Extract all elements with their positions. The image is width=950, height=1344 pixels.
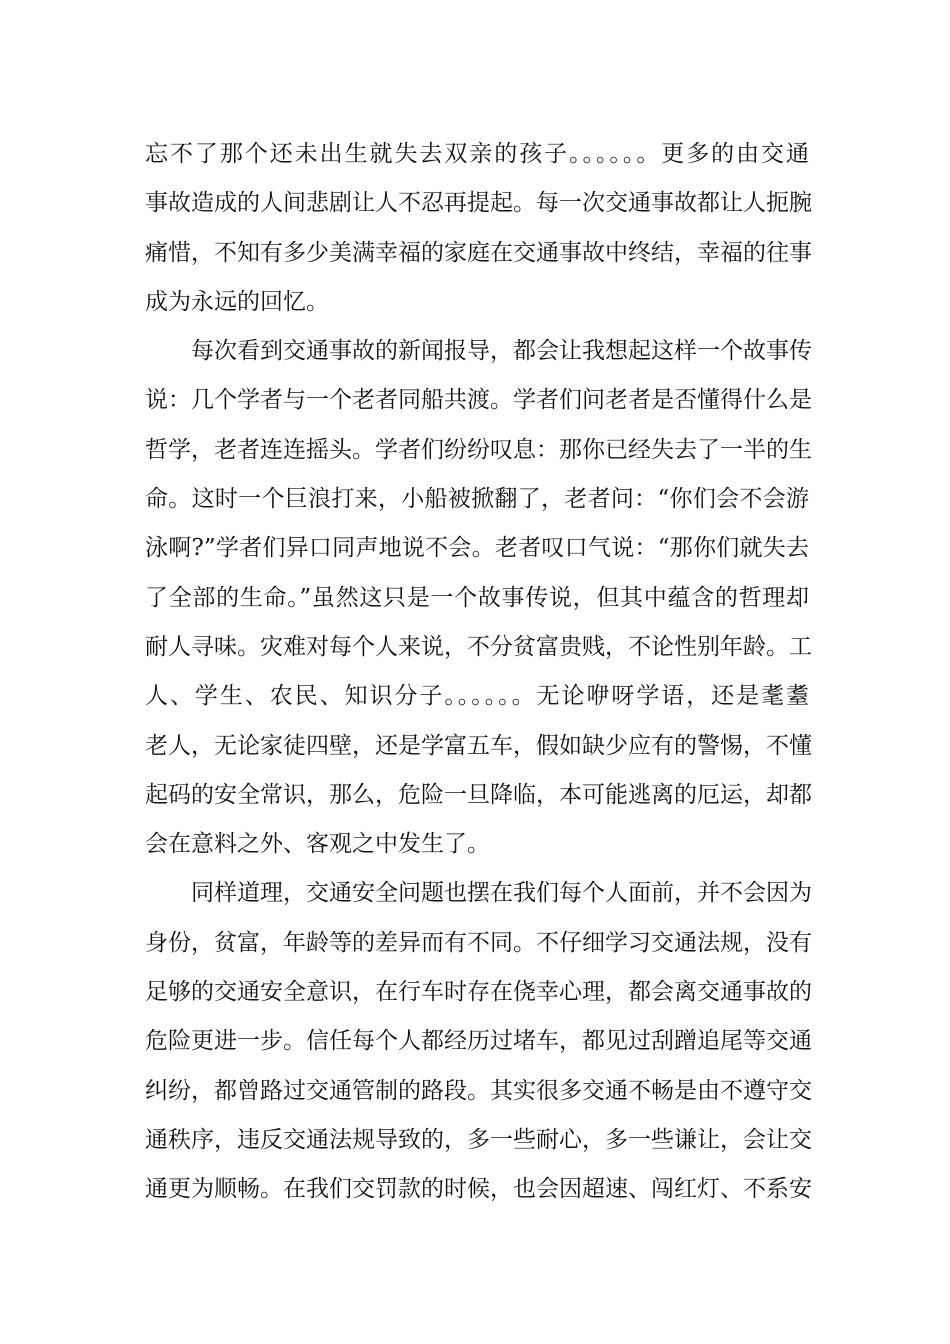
text-line: 起码的安全常识，那么，危险一旦降临，本可能逃离的厄运，却都	[145, 781, 812, 808]
text-line: 危险更进一步。信任每个人都经历过堵车，都见过刮蹭追尾等交通	[145, 1028, 812, 1055]
text-line: 事故造成的人间悲剧让人不忍再提起。每一次交通事故都让人扼腕	[145, 190, 812, 217]
text-line: 同样道理，交通安全问题也摆在我们每个人面前，并不会因为	[191, 880, 812, 907]
text-line: 泳啊?”学者们异口同声地说不会。老者叹口气说：“那你们就失去	[145, 535, 809, 562]
text-line: 老人，无论家徒四壁，还是学富五车，假如缺少应有的警惕，不懂	[145, 732, 812, 759]
text-line: 通更为顺畅。在我们交罚款的时候，也会因超速、闯红灯、不系安	[145, 1176, 812, 1203]
text-line: 通秩序，违反交通法规导致的，多一些耐心，多一些谦让，会让交	[145, 1126, 812, 1153]
text-line: 纠纷，都曾路过交通管制的路段。其实很多交通不畅是由不遵守交	[145, 1077, 812, 1104]
text-line: 痛惜，不知有多少美满幸福的家庭在交通事故中终结，幸福的往事	[145, 239, 812, 266]
text-line: 身份，贫富，年龄等的差异而有不同。不仔细学习交通法规，没有	[145, 929, 812, 956]
text-line: 每次看到交通事故的新闻报导，都会让我想起这样一个故事传	[191, 338, 812, 365]
text-line: 人、学生、农民、知识分子。。。。。。无论咿呀学语，还是耄耋	[145, 683, 809, 710]
text-line: 耐人寻味。灾难对每个人来说，不分贫富贵贱，不论性别年龄。工	[145, 633, 812, 660]
text-line: 哲学，老者连连摇头。学者们纷纷叹息：那你已经失去了一半的生	[145, 436, 812, 463]
text-line: 足够的交通安全意识，在行车时存在侥幸心理，都会离交通事故的	[145, 979, 812, 1006]
text-line: 成为永远的回忆。	[145, 288, 329, 315]
text-line: 会在意料之外、客观之中发生了。	[145, 831, 490, 858]
text-line: 了全部的生命。”虽然这只是一个故事传说，但其中蕴含的哲理却	[145, 584, 809, 611]
text-line: 说：几个学者与一个老者同船共渡。学者们问老者是否懂得什么是	[145, 387, 812, 414]
text-line: 命。这时一个巨浪打来，小船被掀翻了，老者问：“你们会不会游	[145, 486, 809, 513]
text-line: 忘不了那个还未出生就失去双亲的孩子。。。。。。更多的由交通	[145, 141, 809, 167]
body-text	[145, 130, 812, 1215]
